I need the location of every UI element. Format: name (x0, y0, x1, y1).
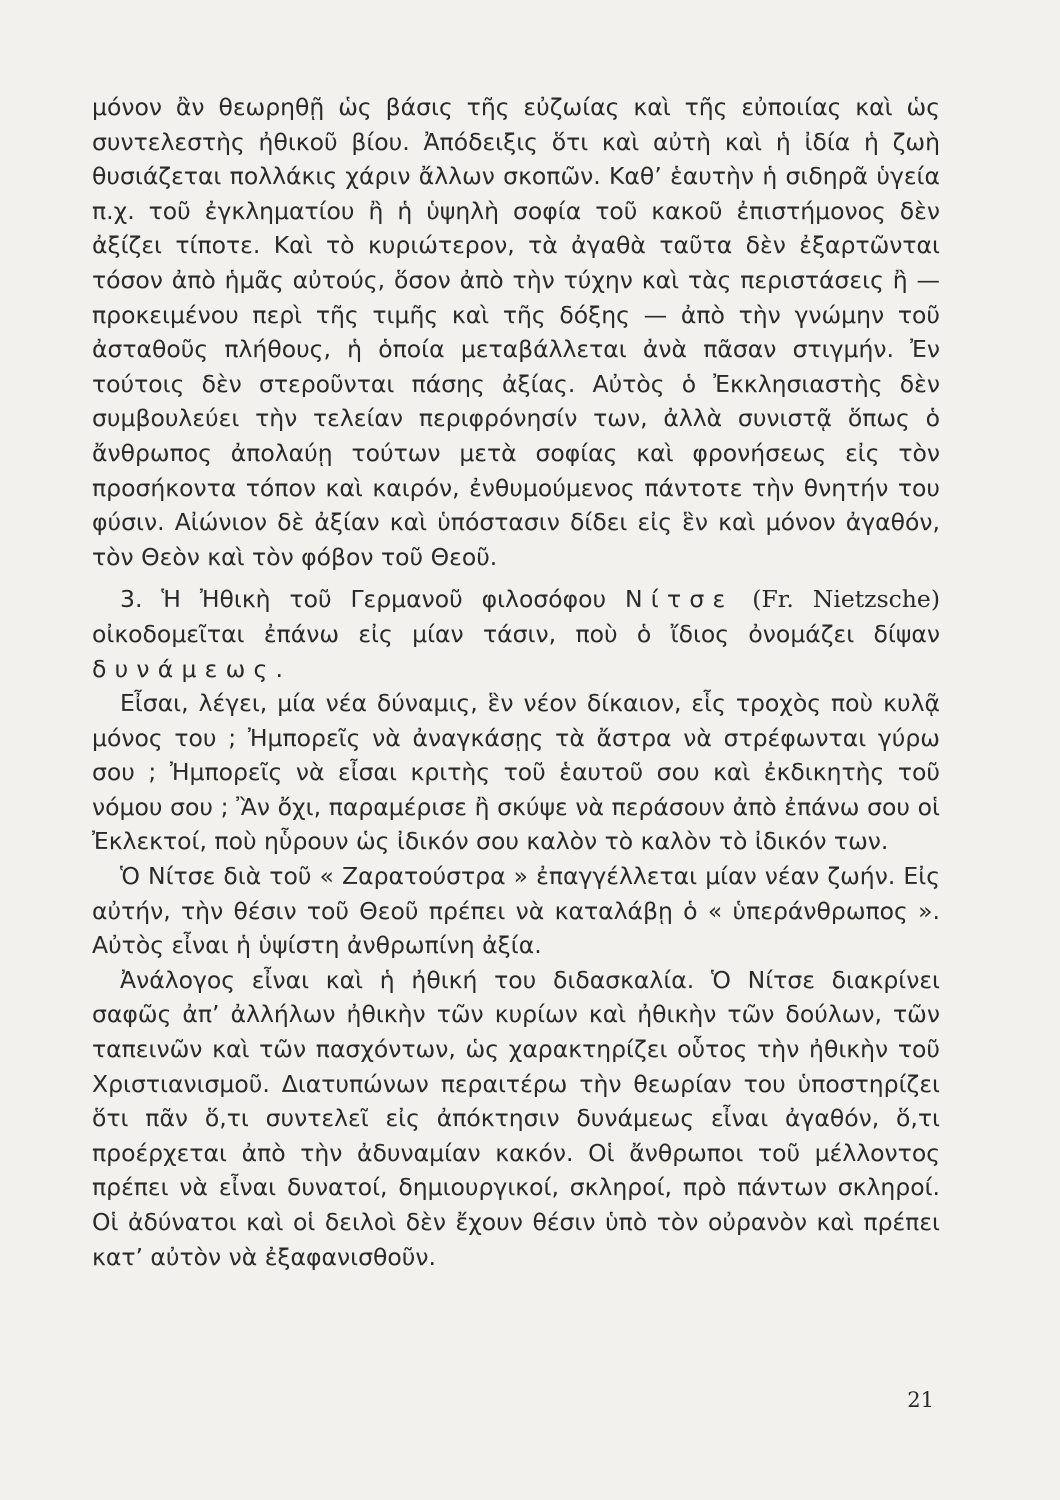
paragraph-gap (92, 574, 940, 582)
paragraph-5: Ἀνάλογος εἶναι καὶ ἡ ἠθική του διδασκαλία. Ὁ Νίτσε διακρίνει σαφῶς ἀπ’ ἀλλήλων ἠθικὴν τῶν κυρίων καὶ ἠθικὴν τῶν δούλων, τῶν ταπεινῶν καὶ τῶν πασχόντων, ὡς χαρακτηρίζει οὗτος τὴν ἠθικὴν τοῦ Χριστιανισμοῦ. Διατυπώνων περαιτέρω τὴν θεωρίαν του ὑποστηρίζει ὅτι πᾶν ὅ,τι συντελεῖ εἰς ἀπόκτησιν δυνάμεως εἶναι ἀγαθόν, ὅ,τι προέρχεται ἀπὸ τὴν ἀδυναμίαν κακόν. Οἱ ἄνθρωποι τοῦ μέλλοντος πρέπει νὰ εἶναι δυνατοί, δημιουργικοί, σκληροί, πρὸ πάντων σκληροί. Οἱ ἀδύνατοι καὶ οἱ δειλοὶ δὲν ἔχουν θέσιν ὑπὸ τὸν οὐρανὸν καὶ πρέπει κατ’ αὐτὸν νὰ ἐξαφανισθοῦν. (92, 965, 940, 1271)
paragraph-3: Εἶσαι, λέγει, μία νέα δύναμις, ἓν νέον δίκαιον, εἷς τροχὸς ποὺ κυλᾷ μόνος του ; Ἠμπορεῖς νὰ ἀναγκάσῃς τὰ ἄστρα νὰ στρέφωνται γύρω σου ; Ἠμπορεῖς νὰ εἶσαι κριτὴς τοῦ ἑαυτοῦ σου καὶ ἐκδικητὴς τοῦ νόμου σου ; Ἂν ὄχι, παραμέρισε ἢ σκύψε νὰ περάσουν ἀπὸ ἐπάνω σου οἱ Ἐκλεκτοί, ποὺ ηὗρουν ὡς ἰδικόν σου καλὸν τὸ καλὸν τὸ ἰδικόν των. (92, 689, 940, 856)
section-3-middle: οἰκοδομεῖται ἐπάνω εἰς μίαν τάσιν, ποὺ ὁ ἴδιος ὀνομάζει δίψαν (92, 619, 940, 648)
section-3-lead: 3. Ἡ Ἠθικὴ τοῦ Γερμανοῦ φιλοσόφου (120, 585, 625, 614)
body-text (92, 90, 940, 1274)
page-number: 21 (907, 1388, 934, 1412)
paragraph-4: Ὁ Νίτσε διὰ τοῦ « Ζαρατούστρα » ἐπαγγέλλεται μίαν νέαν ζωήν. Εἰς αὐτήν, τὴν θέσιν τοῦ Θεοῦ πρέπει νὰ καταλάβῃ ὁ « ὑπεράνθρωπος ». Αὐτὸς εἶναι ἡ ὑψίστη ἀνθρωπίνη ἀξία. (92, 862, 940, 960)
dynamis-spaced-term: δυνάμεως (92, 654, 276, 683)
paragraph-section-3 (92, 582, 940, 686)
nietzsche-spaced-name: Νίτσε (624, 585, 734, 614)
section-3-end: . (275, 654, 284, 683)
nietzsche-latin-name: (Fr. Nietzsche) (733, 585, 940, 614)
paragraph-1: μόνον ἂν θεωρηθῇ ὡς βάσις τῆς εὐζωίας καὶ τῆς εὐποιίας καὶ ὡς συντελεστὴς ἠθικοῦ βίου. Ἀπόδειξις ὅτι καὶ αὐτὴ καὶ ἡ ἰδία ἡ ζωὴ θυσιάζεται πολλάκις χάριν ἄλλων σκοπῶν. Καθ’ ἑαυτὴν ἡ σιδηρᾶ ὑγεία π.χ. τοῦ ἐγκληματίου ἢ ἡ ὑψηλὴ σοφία τοῦ κακοῦ ἐπιστήμονος δὲν ἀξίζει τίποτε. Καὶ τὸ κυριώτερον, τὰ ἀγαθὰ ταῦτα δὲν ἐξαρτῶνται τόσον ἀπὸ ἡμᾶς αὐτούς, ὅσον ἀπὸ τὴν τύχην καὶ τὰς περιστάσεις ἢ — προκειμένου περὶ τῆς τιμῆς καὶ τῆς δόξης — ἀπὸ τὴν γνώμην τοῦ ἀσταθοῦς πλήθους, ἡ ὁποία μεταβάλλεται ἀνὰ πᾶσαν στιγμήν. Ἐν τούτοις δὲν στεροῦνται πάσης ἀξίας. Αὐτὸς ὁ Ἐκκλησιαστὴς δὲν συμβουλεύει τὴν τελείαν περιφρόνησίν των, ἀλλὰ συνιστᾷ ὅπως ὁ ἄνθρωπος ἀπολαύῃ τούτων μετὰ σοφίας καὶ φρονήσεως εἰς τὸν προσήκοντα τόπον καὶ καιρόν, ἐνθυμούμενος πάντοτε τὴν θνητήν του φύσιν. Αἰώνιον δὲ ἀξίαν καὶ ὑπόστασιν δίδει εἰς ἓν καὶ μόνον ἀγαθόν, τὸν Θεὸν καὶ τὸν φόβον τοῦ Θεοῦ. (92, 93, 940, 571)
